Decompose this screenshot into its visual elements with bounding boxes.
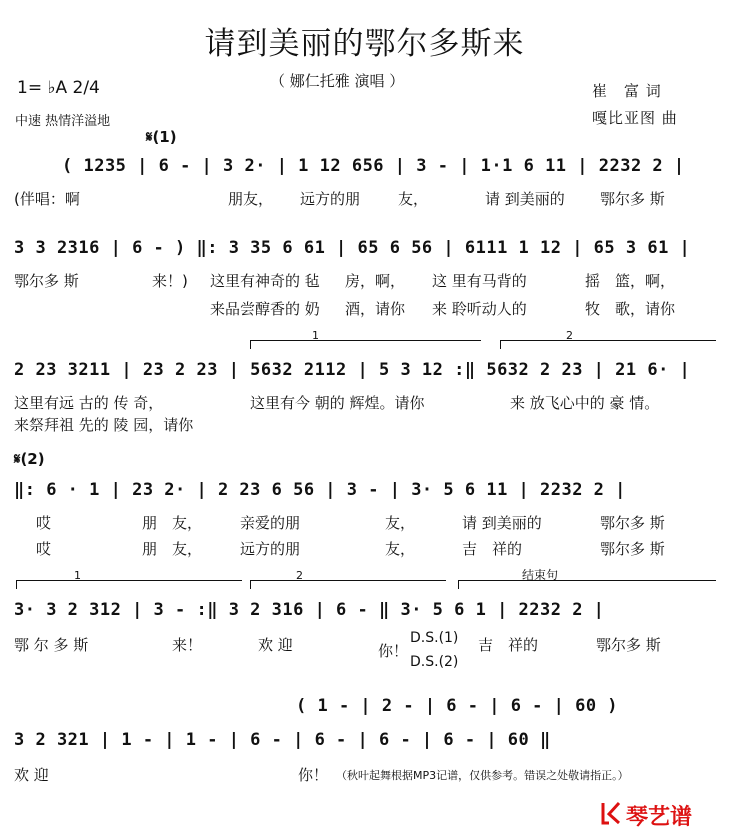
lyric-r4-2: 亲爱的朋: [240, 514, 301, 532]
volta-bracket-r5-2: [250, 580, 446, 589]
composer-credit: 嘎比亚图 曲: [592, 109, 678, 127]
lyric-r5-4: 吉 祥的: [478, 636, 539, 654]
lyric2-r2-0: 来品尝醇香的 奶: [210, 300, 320, 318]
lyric-r2-2: 这里有神奇的 毡: [210, 272, 320, 290]
key-signature: 1= ♭A 2/4: [17, 78, 100, 98]
lyric2-r2-1: 酒，请你: [345, 300, 406, 318]
transcription-note: （秋叶起舞根据MP3记谱，仅供参考。错误之处敬请指正。）: [336, 769, 629, 782]
lyric-r4-1: 朋 友，: [142, 514, 203, 532]
notation-row-5: 3· 3 2 312 | 3 - :‖ 3 2 316 | 6 - ‖ 3· 5 6 1 | 2232 2 |: [14, 600, 605, 620]
lyric-r6-1: 你！: [298, 766, 329, 784]
lyric-r1-2: 远方的朋: [300, 190, 361, 208]
volta-label-r5-1: 1: [74, 569, 81, 582]
lyric2-r4-5: 鄂尔多 斯: [600, 540, 665, 558]
lyric-r1-3: 友，: [398, 190, 429, 208]
notation-row-6-accompaniment: ( 1 - | 2 - | 6 - | 6 - | 60 ): [296, 696, 619, 716]
volta-label-1: 1: [312, 329, 319, 342]
lyric-r2-0: 鄂尔多 斯: [14, 272, 79, 290]
lyric-r5-5: 鄂尔多 斯: [596, 636, 661, 654]
site-logo: 琴艺谱: [626, 805, 693, 830]
ending-label: 结束句: [522, 568, 559, 582]
lyric-r1-1: 朋友，: [228, 190, 274, 208]
volta-label-r5-2: 2: [296, 569, 303, 582]
lyric-r3-2: 来 放飞心中的 豪 情。: [510, 394, 660, 412]
notation-row-1: ( 1235 | 6 - | 3 2· | 1 12 656 | 3 - | 1·1 6 11 | 2232 2 |: [62, 156, 685, 176]
lyric2-r4-4: 吉 祥的: [462, 540, 523, 558]
lyric-r2-1: 来！): [152, 272, 188, 290]
notation-row-2: 3 3 2316 | 6 - ) ‖: 3 35 6 61 | 65 6 56 | 6111 1 12 | 65 3 61 |: [14, 238, 691, 258]
notation-row-4: ‖: 6 · 1 | 23 2· | 2 23 6 56 | 3 - | 3· 5 6 11 | 2232 2 |: [14, 480, 626, 500]
volta-bracket-1: [250, 340, 481, 349]
lyric2-r2-3: 牧 歌，请你: [585, 300, 676, 318]
segno-marker-1: 𝄋(1): [146, 128, 177, 146]
lyric-r4-3: 友，: [385, 514, 416, 532]
ds-marker-1: D.S.(1): [410, 630, 459, 646]
performer-subtitle: （ 娜仁托雅 演唱 ）: [270, 72, 405, 90]
song-title: 请到美丽的鄂尔多斯来: [204, 26, 525, 62]
lyric-r2-4: 这 里有马背的: [432, 272, 527, 290]
lyric-r6-0: 欢 迎: [14, 766, 49, 784]
lyric2-r4-1: 朋 友，: [142, 540, 203, 558]
lyric-r5-2: 欢 迎: [258, 636, 293, 654]
lyricist-credit: 崔 富 词: [592, 82, 662, 100]
lyric2-r4-3: 友，: [385, 540, 416, 558]
notation-row-6: 3 2 321 | 1 - | 1 - | 6 - | 6 - | 6 - | 6 - | 60 ‖: [14, 730, 551, 750]
lyric-r4-4: 请 到美丽的: [462, 514, 542, 532]
segno-marker-2: 𝄋(2): [14, 450, 45, 468]
lyric-r4-0: 哎: [36, 514, 52, 532]
lyric-r3-0: 这里有远 古的 传 奇，: [14, 394, 164, 412]
volta-label-2: 2: [566, 329, 573, 342]
lyric-r1-5: 鄂尔多 斯: [600, 190, 665, 208]
tempo-marking: 中速 热情洋溢地: [15, 114, 111, 129]
lyric2-r4-2: 远方的朋: [240, 540, 301, 558]
notation-row-3: 2 23 3211 | 23 2 23 | 5632 2112 | 5 3 12 :‖ 5632 2 23 | 21 6· |: [14, 360, 691, 380]
lyric-r2-5: 摇 篮，啊，: [585, 272, 676, 290]
lyric2-r3-0: 来祭拜祖 先的 陵 园，请你: [14, 416, 194, 434]
lyric-r1-0: (伴唱：啊: [14, 190, 80, 208]
lyric-r5-3: 你！: [378, 642, 409, 660]
ending-bracket: [458, 580, 716, 589]
lyric-r1-4: 请 到美丽的: [485, 190, 565, 208]
logo-icon: [600, 800, 622, 826]
ds-marker-2: D.S.(2): [410, 654, 459, 670]
lyric2-r4-0: 哎: [36, 540, 52, 558]
volta-bracket-r5-1: [16, 580, 242, 589]
lyric-r2-3: 房，啊，: [345, 272, 406, 290]
lyric-r5-0: 鄂 尔 多 斯: [14, 636, 89, 654]
volta-bracket-2: [500, 340, 716, 349]
lyric2-r2-2: 来 聆听动人的: [432, 300, 527, 318]
lyric-r3-1: 这里有今 朝的 辉煌。请你: [250, 394, 425, 412]
lyric-r4-5: 鄂尔多 斯: [600, 514, 665, 532]
lyric-r5-1: 来！: [172, 636, 203, 654]
